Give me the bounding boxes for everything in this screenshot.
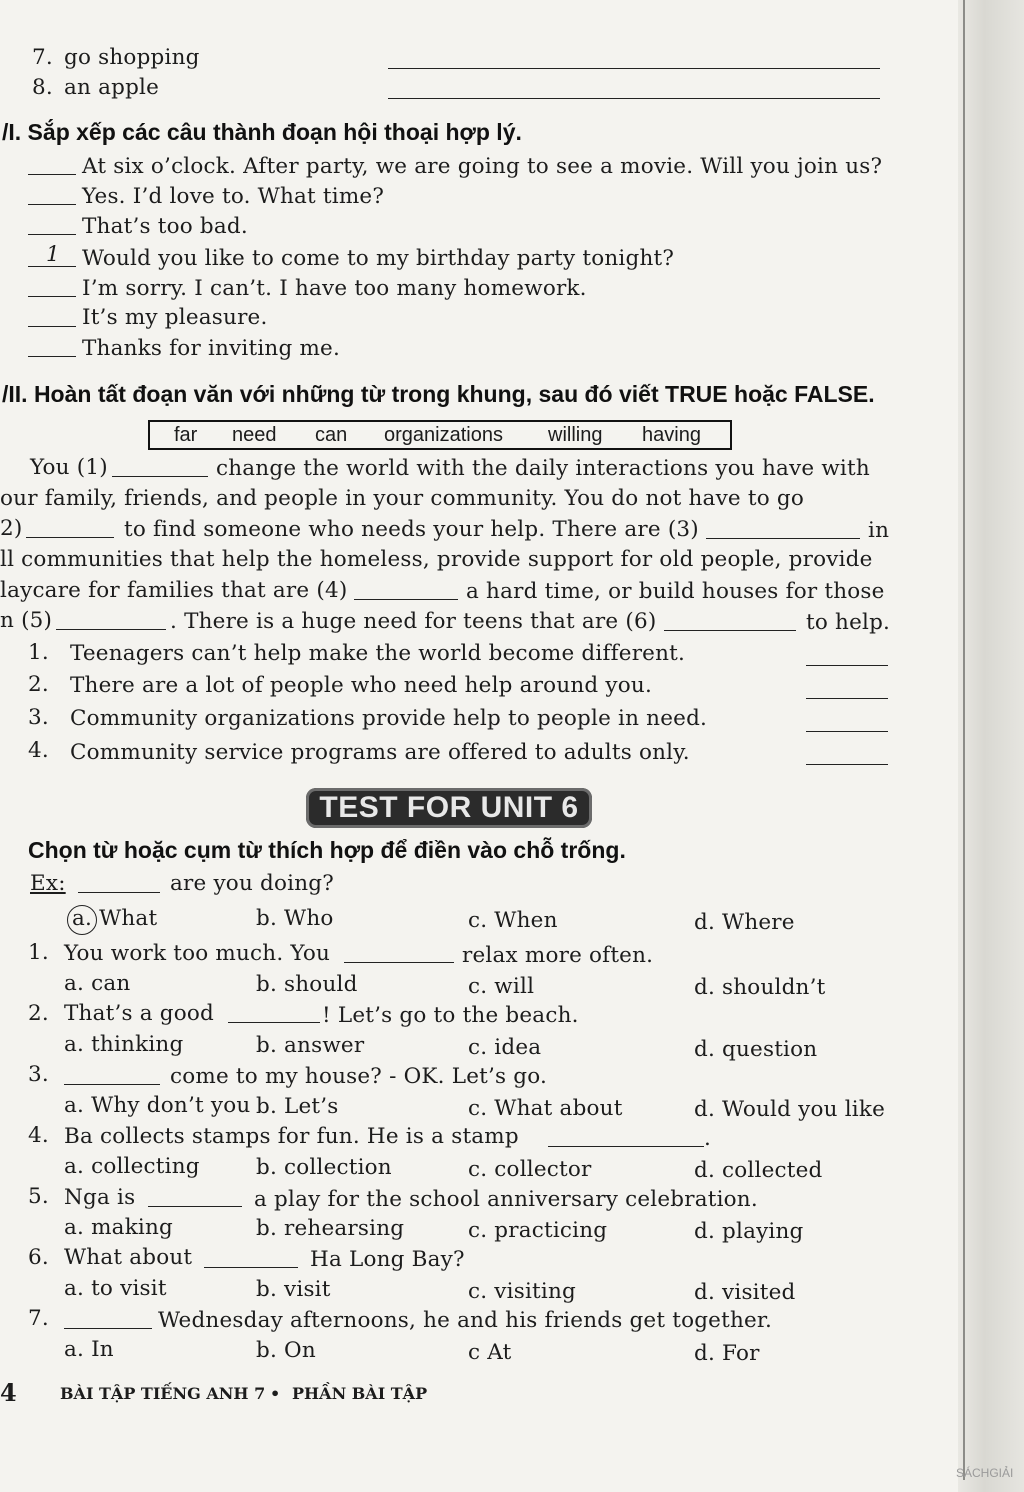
word-box-item: far xyxy=(174,424,198,446)
passage-text: in xyxy=(868,518,890,543)
true-false-blank xyxy=(806,764,888,765)
dialogue-line: Thanks for inviting me. xyxy=(82,336,341,361)
gap-blank-6 xyxy=(664,630,796,631)
question-stem: Ha Long Bay? xyxy=(310,1247,465,1272)
question-stem: That’s a good xyxy=(64,1001,215,1026)
question-blank xyxy=(548,1146,704,1147)
order-mark: 1 xyxy=(46,242,60,267)
question-option: a. can xyxy=(64,971,131,996)
question-blank xyxy=(228,1022,320,1023)
statement-number: 4. xyxy=(28,738,49,763)
page-binding-edge xyxy=(958,0,1024,1492)
order-blank xyxy=(28,174,76,175)
passage-text: change the world with the daily interactions you have with xyxy=(216,456,870,481)
question-option: d. visited xyxy=(694,1280,796,1305)
question-stem: Nga is xyxy=(64,1185,136,1210)
question-option: c. What about xyxy=(468,1096,623,1121)
question-option: d. playing xyxy=(694,1219,804,1244)
statement-text: Community service programs are offered to adults only. xyxy=(70,740,690,765)
question-stem: ! Let’s go to the beach. xyxy=(322,1003,579,1028)
question-number: 6. xyxy=(28,1245,49,1270)
question-option: b. On xyxy=(256,1338,316,1363)
item-number: 8. xyxy=(32,75,53,100)
statement-number: 1. xyxy=(28,640,49,665)
passage-text: our family, friends, and people in your community. You do not have to go xyxy=(0,486,804,511)
question-stem: You work too much. You xyxy=(64,941,331,966)
word-box-item: need xyxy=(232,424,277,446)
dialogue-line: That’s too bad. xyxy=(82,214,248,239)
example-stem: are you doing? xyxy=(170,871,334,896)
true-false-blank xyxy=(806,731,888,732)
gap-blank-2 xyxy=(26,537,114,538)
page-number: 4 xyxy=(0,1378,17,1407)
question-option: d. Would you like xyxy=(694,1097,886,1122)
question-stem: come to my house? - OK. Let’s go. xyxy=(170,1064,548,1089)
item-text: an apple xyxy=(64,75,160,100)
question-stem: What about xyxy=(64,1245,193,1270)
passage-text: ll communities that help the homeless, provide support for old people, provide xyxy=(0,547,873,572)
example-blank xyxy=(78,892,160,893)
question-blank xyxy=(64,1328,152,1329)
question-option: c. will xyxy=(468,974,535,999)
question-number: 4. xyxy=(28,1123,49,1148)
book-part: PHẦN BÀI TẬP xyxy=(292,1384,428,1403)
passage-text: 2) xyxy=(0,516,23,541)
true-false-blank xyxy=(806,665,888,666)
item-text: go shopping xyxy=(64,45,200,70)
statement-text: Community organizations provide help to people in need. xyxy=(70,706,708,731)
true-false-blank xyxy=(806,698,888,699)
question-option: a. making xyxy=(64,1215,174,1240)
question-option: d. collected xyxy=(694,1158,823,1183)
gap-blank-3 xyxy=(706,538,860,539)
question-option: b. rehearsing xyxy=(256,1216,405,1241)
word-box-item: organizations xyxy=(384,424,503,446)
test-heading: Chọn từ hoặc cụm từ thích hợp để điền vào chỗ trống. xyxy=(28,837,626,863)
passage-text: n (5) xyxy=(0,608,53,633)
passage-text: to find someone who needs your help. There are (3) xyxy=(124,517,699,542)
statement-text: Teenagers can’t help make the world become different. xyxy=(70,641,686,666)
question-option: c At xyxy=(468,1340,512,1365)
order-blank xyxy=(28,234,76,235)
order-blank xyxy=(28,326,76,327)
question-blank xyxy=(204,1267,298,1268)
order-blank xyxy=(28,204,76,205)
passage-text: a hard time, or build houses for those xyxy=(466,579,885,604)
question-option: d. question xyxy=(694,1037,818,1062)
dialogue-line: I’m sorry. I can’t. I have too many homework. xyxy=(82,276,587,301)
dialogue-line: At six o’clock. After party, we are going to see a movie. Will you join us? xyxy=(82,154,883,179)
item-number: 7. xyxy=(32,45,53,70)
word-box-item: can xyxy=(315,424,348,446)
dialogue-line: Would you like to come to my birthday party tonight? xyxy=(82,246,675,271)
watermark: SÁCHGIẢI xyxy=(956,1466,1014,1480)
question-option: c. collector xyxy=(468,1157,592,1182)
dialogue-line: It’s my pleasure. xyxy=(82,305,268,330)
word-box-item: having xyxy=(642,424,701,446)
passage-text: You (1) xyxy=(30,455,108,480)
book-title: BÀI TẬP TIẾNG ANH 7 xyxy=(60,1384,266,1403)
question-option: c. idea xyxy=(468,1035,542,1060)
question-number: 7. xyxy=(28,1306,49,1331)
question-option: a. collecting xyxy=(64,1154,200,1179)
statement-number: 2. xyxy=(28,672,49,697)
question-blank xyxy=(64,1084,160,1085)
question-stem: Wednesday afternoons, he and his friends get together. xyxy=(158,1308,773,1333)
question-number: 1. xyxy=(28,940,49,965)
banner-title: TEST FOR UNIT 6 xyxy=(319,791,579,824)
question-stem: a play for the school anniversary celebration. xyxy=(254,1187,758,1212)
question-option: c. visiting xyxy=(468,1279,576,1304)
question-number: 5. xyxy=(28,1184,49,1209)
example-label: Ex: xyxy=(30,871,66,896)
order-blank xyxy=(28,296,76,297)
question-option: a. In xyxy=(64,1337,114,1362)
example-option: c. When xyxy=(468,908,558,933)
statement-number: 3. xyxy=(28,705,49,730)
example-option: b. Who xyxy=(256,906,334,931)
statement-text: There are a lot of people who need help around you. xyxy=(70,673,652,698)
question-option: b. Let’s xyxy=(256,1094,339,1119)
dialogue-line: Yes. I’d love to. What time? xyxy=(82,184,385,209)
question-option: b. answer xyxy=(256,1033,365,1058)
question-number: 2. xyxy=(28,1001,49,1026)
question-option: c. practicing xyxy=(468,1218,608,1243)
answer-blank xyxy=(388,98,880,99)
passage-text: to help. xyxy=(806,610,891,635)
gap-blank-1 xyxy=(112,476,208,477)
question-option: b. collection xyxy=(256,1155,392,1180)
example-option: a. What xyxy=(72,906,158,931)
question-stem: . xyxy=(704,1126,712,1151)
question-option: d. shouldn’t xyxy=(694,975,826,1000)
question-option: a. to visit xyxy=(64,1276,167,1301)
question-option: a. thinking xyxy=(64,1032,184,1057)
unit-test-banner xyxy=(306,788,592,828)
gap-blank-4 xyxy=(354,599,458,600)
passage-text: . There is a huge need for teens that are (6) xyxy=(170,609,657,634)
order-blank xyxy=(28,356,76,357)
question-option: b. should xyxy=(256,972,358,997)
section-heading: /II. Hoàn tất đoạn văn với những từ trong khung, sau đó viết TRUE hoặc FALSE. xyxy=(2,381,875,407)
word-box xyxy=(148,420,732,450)
word-box-item: willing xyxy=(548,424,603,446)
binding-line xyxy=(963,0,965,1480)
section-heading: /I. Sắp xếp các câu thành đoạn hội thoại hợp lý. xyxy=(2,119,522,145)
question-option: a. Why don’t you xyxy=(64,1093,251,1118)
gap-blank-5 xyxy=(56,629,166,630)
question-stem: Ba collects stamps for fun. He is a stamp xyxy=(64,1124,519,1149)
question-stem: relax more often. xyxy=(462,943,654,968)
answer-blank xyxy=(388,68,880,69)
example-option: d. Where xyxy=(694,910,795,935)
passage-text: laycare for families that are (4) xyxy=(0,578,348,603)
footer-bullet: • xyxy=(270,1384,281,1403)
question-option: d. For xyxy=(694,1341,760,1366)
question-blank xyxy=(344,962,454,963)
question-number: 3. xyxy=(28,1062,49,1087)
question-blank xyxy=(148,1206,242,1207)
question-option: b. visit xyxy=(256,1277,331,1302)
